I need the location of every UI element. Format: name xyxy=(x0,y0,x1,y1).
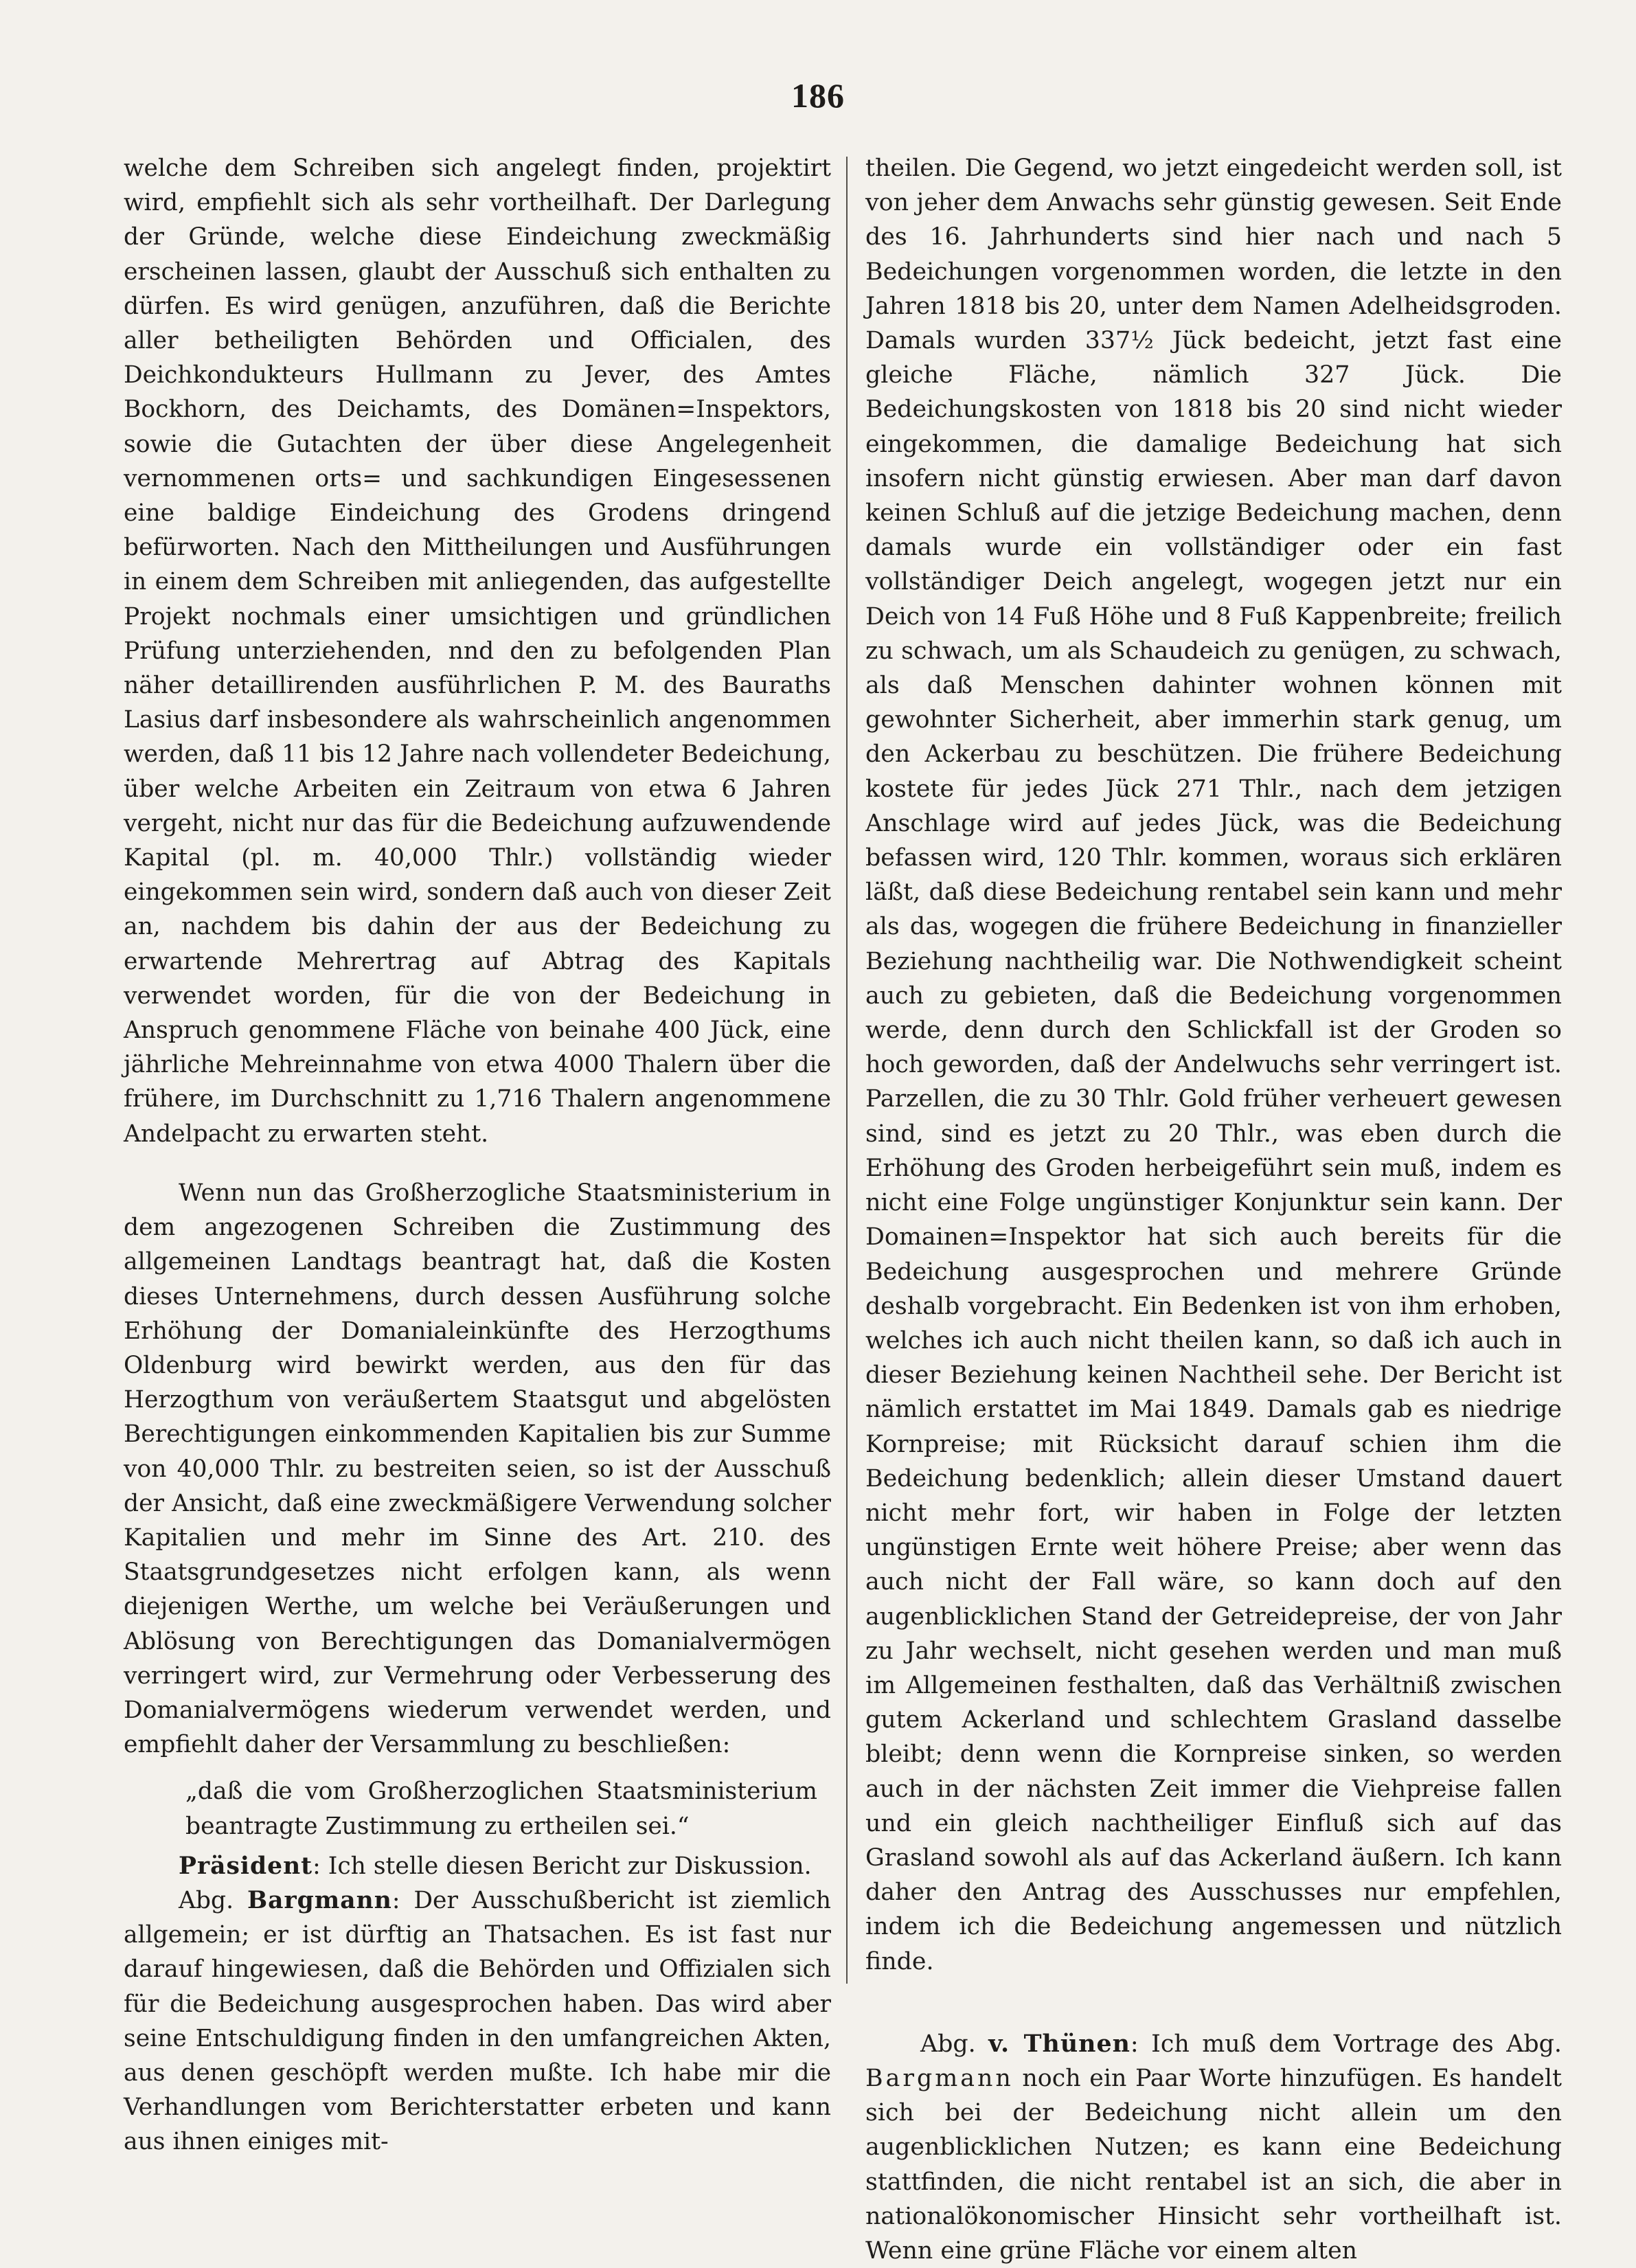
column-divider xyxy=(846,157,848,1984)
bargmann-text: : Der Ausschußbericht ist ziemlich allgemein; er ist dürftig an Thatsachen. Es ist fast nur darauf hingewiesen, daß die Behörden und Offizialen sich für die Bedeichung ausgesprochen haben. Das wird aber seine Entschuldigung finden in den umfangreichen Akten, aus denen geschöpft werden mußte. Ich habe mir die Verhandlungen vom Berichterstatter erbeten und kann aus ihnen einiges mit- xyxy=(124,1886,831,2156)
president-statement xyxy=(124,1849,831,1883)
left-paragraph-1: welche dem Schreiben sich angelegt finden, projektirt wird, empfiehlt sich als sehr vortheilhaft. Der Darlegung der Gründe, welche diese Eindeichung zweckmäßig erscheinen lassen, glaubt der Ausschuß sich enthalten zu dürfen. Es wird genügen, anzuführen, daß die Berichte aller betheiligten Behörden und Officialen, des Deichkondukteurs Hullmann zu Jever, des Amtes Bockhorn, des Deichamts, des Domänen=Inspektors, sowie die Gutachten der über diese Angelegenheit vernommenen orts= und sachkundigen Eingesessenen eine baldige Eindeichung des Grodens dringend befürworten. Nach den Mittheilungen und Ausführungen in einem dem Schreiben mit anliegenden, das aufgestellte Projekt nochmals einer umsichtigen und gründlichen Prüfung unterziehenden, nnd den zu befolgenden Plan näher detaillirenden ausführlichen P. M. des Bauraths Lasius darf insbesondere als wahrscheinlich angenommen werden, daß 11 bis 12 Jahre nach vollendeter Bedeichung, über welche Arbeiten ein Zeitraum von etwa 6 Jahren vergeht, nicht nur das für die Bedeichung aufzuwendende Kapital (pl. m. 40,000 Thlr.) vollständig wieder eingekommen sein wird, sondern daß auch von dieser Zeit an, nachdem bis dahin der aus der Bedeichung zu erwartende Mehrertrag auf Abtrag des Kapitals verwendet worden, für die von der Bedeichung in Anspruch genommene Fläche von beinahe 400 Jück, eine jährliche Mehreinnahme von etwa 4000 Thalern über die frühere, im Durchschnitt zu 1,716 Thalern angenommene Andelpacht zu erwarten steht. xyxy=(124,155,831,1148)
abg-prefix: Abg. xyxy=(179,1886,234,1914)
thuenen-text-a: : Ich muß dem Vortrage des Abg. xyxy=(1130,2030,1562,2058)
left-paragraph-2: Wenn nun das Großherzogliche Staatsministerium in dem angezogenen Schreiben die Zustimmung des allgemeinen Landtags beantragt hat, daß die Kosten dieses Unternehmens, durch dessen Ausführung solche Erhöhung der Domanialeinkünfte des Herzogthums Oldenburg wird bewirkt werden, aus den für das Herzogthum von veräußertem Staatsgut und abgelösten Berechtigungen einkommenden Kapitalien bis zur Summe von 40,000 Thlr. zu bestreiten seien, so ist der Ausschuß der Ansicht, daß eine zweckmäßigere Verwendung solcher Kapitalien und mehr im Sinne des Art. 210. des Staatsgrundgesetzes nicht erfolgen kann, als wenn diejenigen Werthe, um welche bei Veräußerungen und Ablösung von Berechtigungen das Domanialvermögen verringert wird, zur Vermehrung oder Verbesserung des Domanialvermögens wiederum verwendet werden, und empfiehlt daher der Versammlung zu beschließen: xyxy=(124,1179,831,1759)
bargmann-mention: Bargmann xyxy=(865,2064,1014,2092)
thuenen-statement xyxy=(865,2027,1562,2268)
president-text: : Ich stelle diesen Bericht zur Diskussion. xyxy=(313,1852,812,1880)
speaker-bargmann: Bargmann xyxy=(247,1886,392,1914)
right-column xyxy=(865,151,1562,2268)
thuenen-text-b: noch ein Paar Worte hinzufügen. Es handelt sich bei der Bedeichung nicht allein um den augenblicklichen Nutzen; es kann eine Bedeichung stattfinden, die nicht rentabel ist an sich, die aber in nationalökonomischer Hinsicht sehr vortheilhaft ist. Wenn eine grüne Fläche vor einem alten xyxy=(865,2064,1562,2265)
resolution-quote: „daß die vom Großherzoglichen Staatsministerium beantragte Zustimmung zu ertheilen sei.“ xyxy=(185,1778,817,1840)
page-number: 186 xyxy=(791,76,845,115)
speaker-president: Präsident xyxy=(179,1852,313,1880)
abg-prefix: Abg. xyxy=(920,2030,976,2058)
left-column xyxy=(124,151,831,2159)
speaker-thuenen: v. Thünen xyxy=(988,2029,1131,2058)
right-paragraph-1: theilen. Die Gegend, wo jetzt eingedeicht werden soll, ist von jeher dem Anwachs sehr günstig gewesen. Seit Ende des 16. Jahrhunderts sind hier nach und nach 5 Bedeichungen vorgenommen worden, die letzte in den Jahren 1818 bis 20, unter dem Namen Adelheidsgroden. Damals wurden 337½ Jück bedeicht, jetzt fast eine gleiche Fläche, nämlich 327 Jück. Die Bedeichungskosten von 1818 bis 20 sind nicht wieder eingekommen, die damalige Bedeichung hat sich insofern nicht günstig erwiesen. Aber man darf davon keinen Schluß auf die jetzige Bedeichung machen, denn damals wurde ein vollständiger oder ein fast vollständiger Deich angelegt, wogegen jetzt nur ein Deich von 14 Fuß Höhe und 8 Fuß Kappenbreite; freilich zu schwach, um als Schaudeich zu genügen, zu schwach, als daß Menschen dahinter wohnen können mit gewohnter Sicherheit, aber immerhin stark genug, um den Ackerbau zu beschützen. Die frühere Bedeichung kostete für jedes Jück 271 Thlr., nach dem jetzigen Anschlage wird auf jedes Jück, was die Bedeichung befassen wird, 120 Thlr. kommen, woraus sich erklären läßt, daß diese Bedeichung rentabel sein kann und mehr als das, wogegen die frühere Bedeichung in finanzieller Beziehung nachtheilig war. Die Nothwendigkeit scheint auch zu gebieten, daß die Bedeichung vorgenommen werde, denn durch den Schlickfall ist der Groden so hoch geworden, daß der Andelwuchs sehr verringert ist. Parzellen, die zu 30 Thlr. Gold früher verheuert gewesen sind, sind es jetzt zu 20 Thlr., was eben durch die Erhöhung des Groden herbeigeführt sein muß, indem es nicht eine Folge ungünstiger Konjunktur sein kann. Der Domainen=Inspektor hat sich auch bereits für die Bedeichung ausgesprochen und mehrere Gründe deshalb vorgebracht. Ein Bedenken ist von ihm erhoben, welches ich auch nicht theilen kann, so daß ich auch in dieser Beziehung keinen Nachtheil sehe. Der Bericht ist nämlich erstattet im Mai 1849. Damals gab es niedrige Kornpreise; mit Rücksicht darauf schien ihm die Bedeichung bedenklich; allein dieser Umstand dauert nicht mehr fort, wir haben in Folge der letzten ungünstigen Ernte weit höhere Preise; aber wenn das auch nicht der Fall wäre, so kann doch auf den augenblicklichen Stand der Getreidepreise, der von Jahr zu Jahr wechselt, nicht gesehen werden und man muß im Allgemeinen festhalten, daß das Verhältniß zwischen gutem Ackerland und schlechtem Grasland dasselbe bleibt; denn wenn die Kornpreise sinken, so werden auch in der nächsten Zeit immer die Viehpreise fallen und ein gleich nachtheiliger Einfluß sich auf das Grasland sowohl als auf das Ackerland äußern. Ich kann daher den Antrag des Ausschusses nur empfehlen, indem ich die Bedeichung angemessen und nützlich finde. xyxy=(865,155,1562,1975)
bargmann-statement xyxy=(124,1883,831,2159)
